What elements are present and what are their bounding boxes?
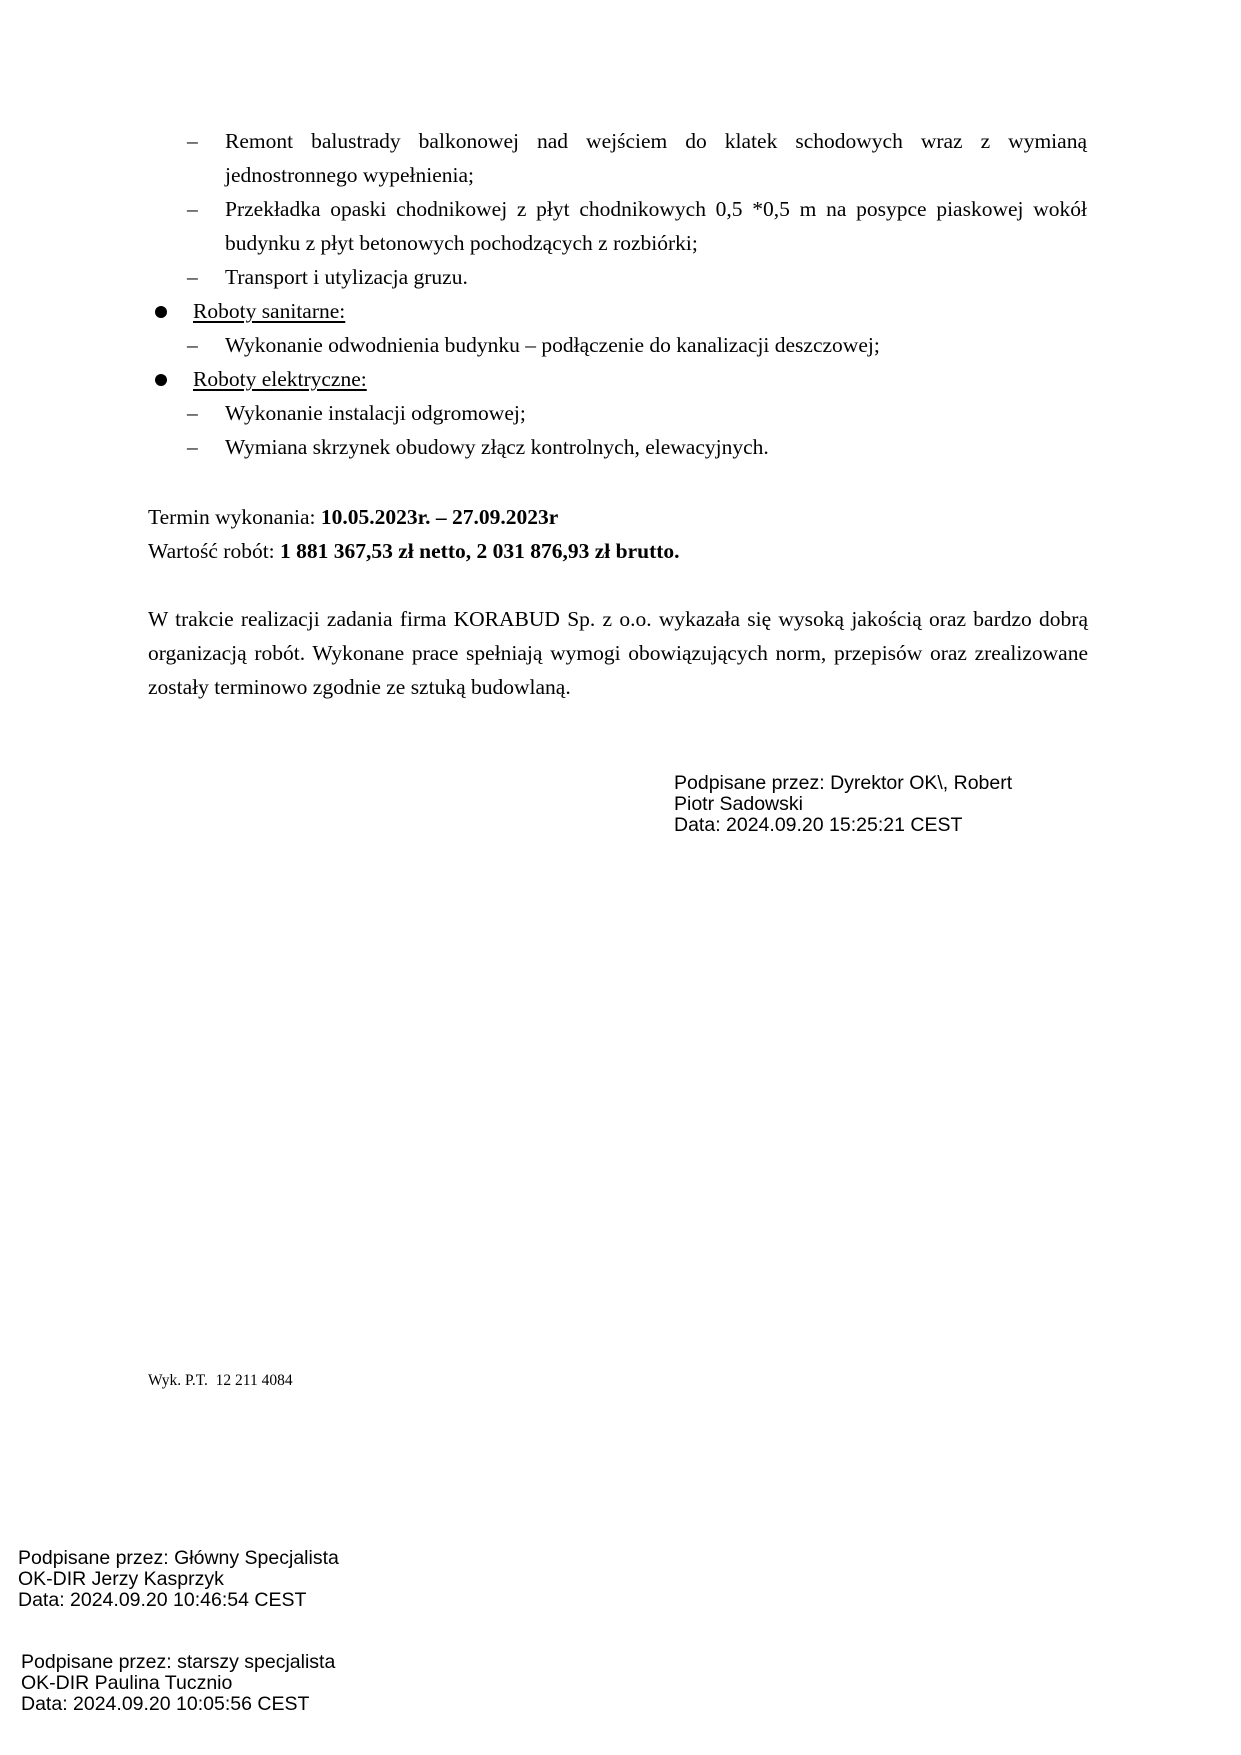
value-amount: 1 881 367,53 zł netto, 2 031 876,93 zł brutto. xyxy=(280,539,680,563)
dash-marker: – xyxy=(187,129,198,153)
dash-marker: – xyxy=(187,401,198,425)
section-label-sanitary: Roboty sanitarne: xyxy=(193,299,346,323)
list-item: Wykonanie odwodnienia budynku – podłączenie do kanalizacji deszczowej; xyxy=(225,333,880,357)
signature-block-director xyxy=(674,773,1012,836)
term-label: Termin wykonania: xyxy=(148,505,321,529)
list-item: Wykonanie instalacji odgromowej; xyxy=(225,401,526,425)
term-value: 10.05.2023r. – 27.09.2023r xyxy=(320,505,559,529)
footer-note: Wyk. P.T. 12 211 4084 xyxy=(148,1372,293,1389)
dash-marker: – xyxy=(187,333,198,357)
signature-date: Data: 2024.09.20 15:25:21 CEST xyxy=(674,814,963,836)
value-label: Wartość robót: xyxy=(148,539,281,563)
term-line xyxy=(148,500,558,534)
bullet-icon xyxy=(155,306,167,318)
bullet-icon xyxy=(155,374,167,386)
list-item: Transport i utylizacja gruzu. xyxy=(225,265,468,289)
signature-line: OK-DIR Paulina Tucznio xyxy=(21,1672,233,1694)
list-item: Przekładka opaski chodnikowej z płyt chodnikowych 0,5 *0,5 m na posypce piaskowej wokół budynku z płyt betonowych pochodzących z rozbiórki; xyxy=(225,197,1087,255)
dash-marker: – xyxy=(187,265,198,289)
section-label-electrical: Roboty elektryczne: xyxy=(193,367,367,391)
value-line xyxy=(148,534,680,568)
dash-marker: – xyxy=(187,197,198,221)
list-item: Remont balustrady balkonowej nad wejściem do klatek schodowych wraz z wymianą jednostronnego wypełnienia; xyxy=(225,129,1087,187)
signature-line: Podpisane przez: Dyrektor OK\, Robert xyxy=(674,772,1013,794)
signature-block-specialist xyxy=(18,1548,339,1611)
signature-date: Data: 2024.09.20 10:05:56 CEST xyxy=(21,1693,310,1715)
signature-line: Piotr Sadowski xyxy=(674,793,803,815)
signature-line: Podpisane przez: starszy specjalista xyxy=(21,1651,336,1673)
list-item: Wymiana skrzynek obudowy złącz kontrolnych, elewacyjnych. xyxy=(225,435,769,459)
dash-marker: – xyxy=(187,435,198,459)
signature-block-senior-specialist xyxy=(21,1652,335,1715)
signature-date: Data: 2024.09.20 10:46:54 CEST xyxy=(18,1589,307,1611)
signature-line: OK-DIR Jerzy Kasprzyk xyxy=(18,1568,224,1590)
signature-line: Podpisane przez: Główny Specjalista xyxy=(18,1547,339,1569)
summary-paragraph: W trakcie realizacji zadania firma KORABUD Sp. z o.o. wykazała się wysoką jakością oraz bardzo dobrą organizacją robót. Wykonane prace spełniają wymogi obowiązujących norm, przepisów oraz zrealizowane zostały terminowo zgodnie ze sztuką budowlaną. xyxy=(148,607,1088,699)
